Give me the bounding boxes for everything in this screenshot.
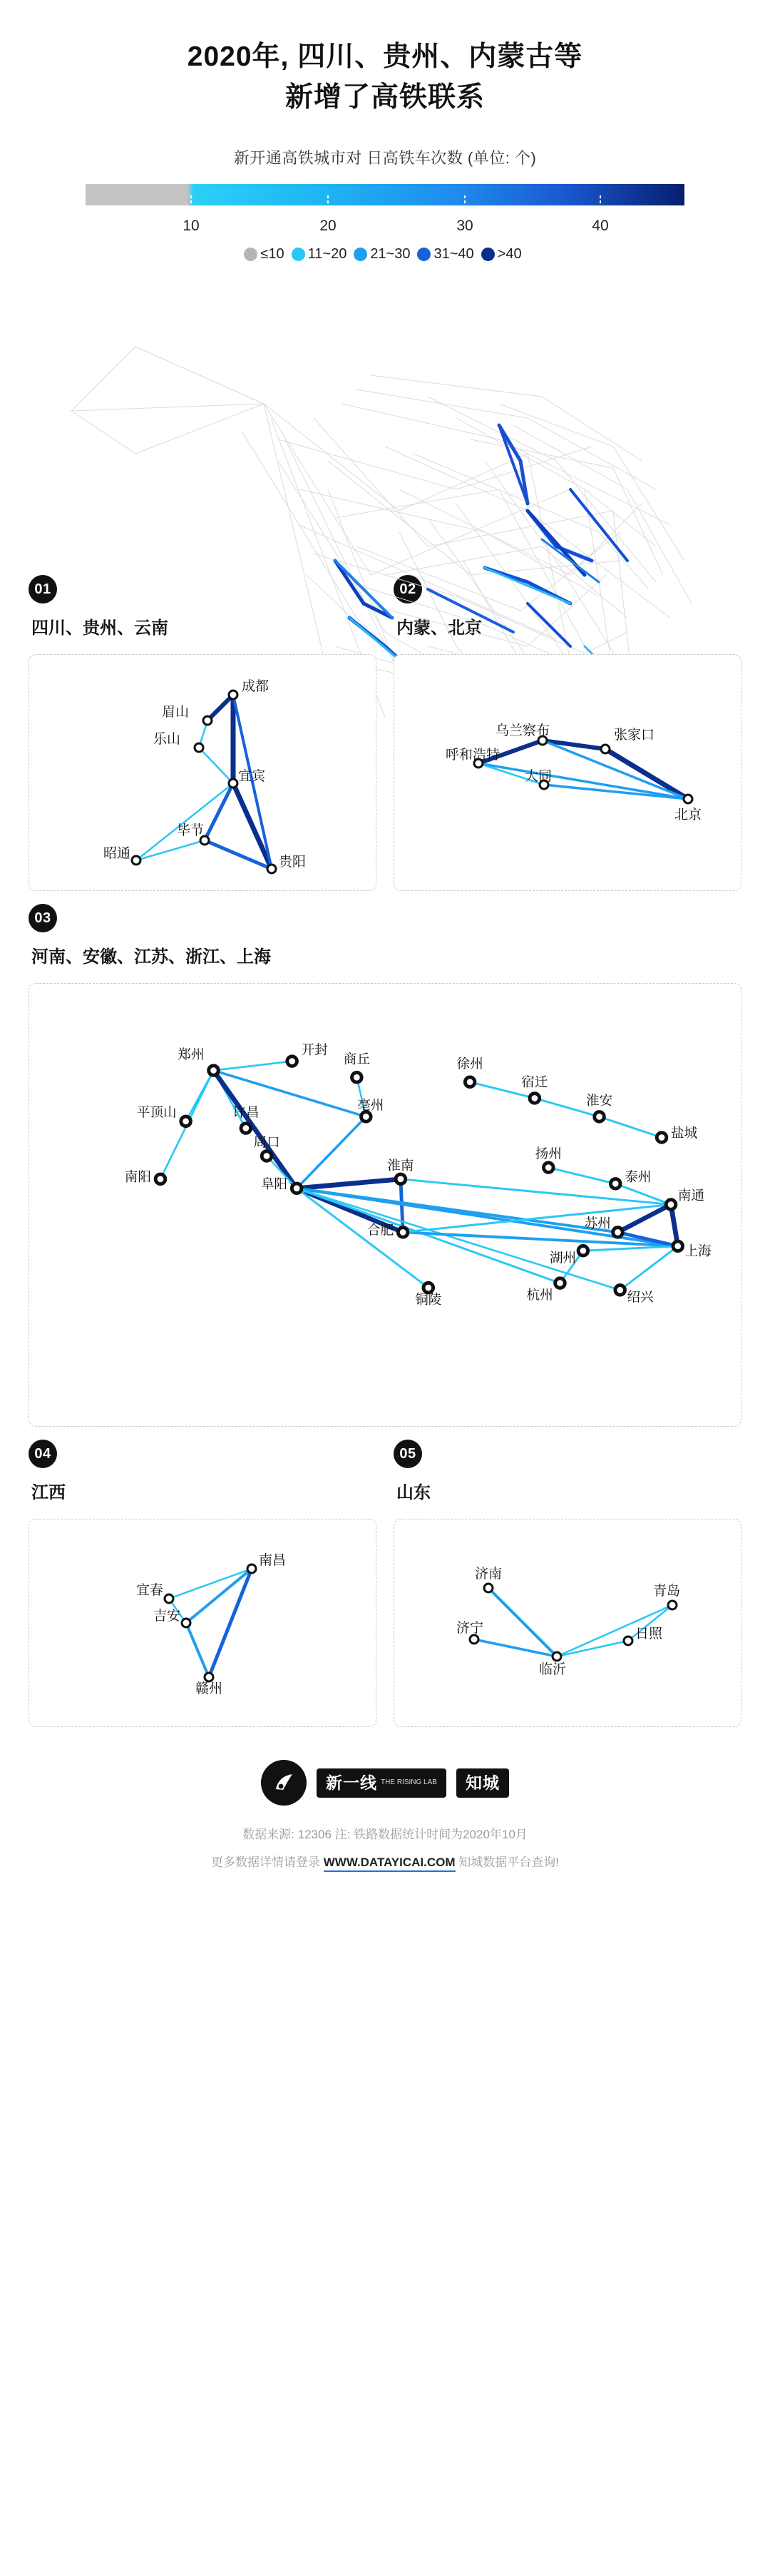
legend-tick-10 xyxy=(183,212,199,235)
footer-more xyxy=(0,1852,770,1870)
city-label-shangqiu: 商丘 xyxy=(343,1051,370,1066)
legend-dot-icon xyxy=(417,248,431,261)
panel-04-network xyxy=(29,1519,376,1726)
legend xyxy=(0,146,770,263)
footer xyxy=(0,1760,770,1891)
section-04-panel xyxy=(29,1519,376,1727)
section-04-head xyxy=(29,1440,376,1468)
city-label-bijie: 毕节 xyxy=(176,823,205,839)
zhicheng-logo-text: 知城 xyxy=(465,1773,500,1792)
city-label-huainan: 淮南 xyxy=(387,1157,414,1173)
gradient-bar xyxy=(86,184,684,208)
city-label-yibin: 宜宾 xyxy=(238,769,266,785)
zhicheng-logo xyxy=(456,1768,509,1798)
page-title xyxy=(0,0,770,118)
title-line-2: 新增了高铁联系 xyxy=(284,81,485,113)
legend-dot-icon xyxy=(244,248,257,261)
section-01-title: 四川、贵州、云南 xyxy=(31,618,168,638)
footer-more-suffix: 知城数据平台查询! xyxy=(458,1855,559,1870)
section-02-title: 内蒙、北京 xyxy=(396,618,482,638)
city-label-nanchang: 南昌 xyxy=(259,1553,287,1569)
city-label-meishan: 眉山 xyxy=(162,705,190,721)
city-label-yangzhou: 扬州 xyxy=(535,1146,562,1161)
city-label-shaoxing: 绍兴 xyxy=(627,1289,654,1305)
section-03-panel xyxy=(29,983,741,1427)
yicai-logo-icon xyxy=(261,1760,307,1806)
legend-gradient xyxy=(86,184,684,236)
city-label-leshan: 乐山 xyxy=(153,732,181,748)
legend-swatch-0 xyxy=(244,246,284,263)
legend-ticks xyxy=(86,212,684,236)
city-label-bozhou: 亳州 xyxy=(357,1097,384,1113)
legend-tick-label: 30 xyxy=(456,218,473,235)
legend-swatch-1 xyxy=(292,246,347,263)
city-label-datong: 大同 xyxy=(524,769,553,785)
city-label-beijing: 北京 xyxy=(674,808,702,823)
section-04-title: 江西 xyxy=(31,1483,66,1503)
city-label-suzhou: 苏州 xyxy=(584,1215,611,1231)
city-label-kaifeng: 开封 xyxy=(301,1042,328,1057)
city-label-ganzhou: 赣州 xyxy=(195,1681,223,1697)
city-label-zhangjiakou: 张家口 xyxy=(614,728,655,743)
legend-tick-30 xyxy=(456,212,473,235)
section-03 xyxy=(29,904,741,1427)
city-label-yancheng: 盐城 xyxy=(671,1125,698,1141)
section-badge: 02 xyxy=(394,575,422,604)
city-label-nanyang: 南阳 xyxy=(124,1169,151,1185)
footer-url-link[interactable]: WWW.DATAYICAI.COM xyxy=(324,1855,456,1872)
legend-tick-label: 10 xyxy=(183,218,200,235)
city-label-zhaotong: 昭通 xyxy=(103,846,131,862)
legend-swatch-label: 31~40 xyxy=(433,246,474,263)
xinyixian-logo xyxy=(317,1768,446,1798)
city-label-hangzhou: 杭州 xyxy=(526,1287,553,1303)
city-label-hefei: 合肥 xyxy=(366,1222,394,1238)
legend-swatch-label: ≤10 xyxy=(260,246,284,263)
city-label-rizhao: 日照 xyxy=(635,1626,663,1642)
legend-tick-label: 40 xyxy=(592,218,609,235)
legend-tick-label: 20 xyxy=(319,218,337,235)
city-label-shanghai: 上海 xyxy=(684,1243,712,1258)
legend-swatch-label: 11~20 xyxy=(307,246,347,263)
section-badge: 05 xyxy=(394,1440,422,1468)
city-label-suqian: 宿迁 xyxy=(521,1074,548,1090)
section-05-head xyxy=(394,1440,741,1468)
xinyixian-logo-text: 新一线 xyxy=(326,1773,378,1792)
city-label-nantong: 南通 xyxy=(677,1188,704,1203)
section-01-panel xyxy=(29,654,376,891)
section-03-title: 河南、安徽、江苏、浙江、上海 xyxy=(31,947,271,967)
city-label-guiyang: 贵阳 xyxy=(279,855,307,870)
section-badge: 01 xyxy=(29,575,57,604)
legend-caption: 新开通高铁城市对 日高铁车次数 (单位: 个) xyxy=(233,149,537,168)
section-05-title: 山东 xyxy=(396,1483,431,1503)
legend-swatch-4 xyxy=(481,246,522,263)
section-badge: 03 xyxy=(29,904,57,932)
city-label-jining: 济宁 xyxy=(456,1621,484,1636)
title-line-1: 2020年, 四川、贵州、内蒙古等 xyxy=(187,41,583,72)
overview-network-map xyxy=(0,275,770,575)
section-04 xyxy=(29,1440,376,1727)
footer-source: 数据来源: 12306 注: 铁路数据统计时间为2020年10月 xyxy=(242,1828,528,1842)
section-badge: 04 xyxy=(29,1440,57,1468)
legend-tick-20 xyxy=(319,212,336,235)
legend-dot-icon xyxy=(354,248,367,261)
legend-tick-40 xyxy=(592,212,608,235)
legend-dot-icon xyxy=(481,248,495,261)
city-label-fuyang: 阜阳 xyxy=(260,1176,288,1191)
city-label-jian: 吉安 xyxy=(153,1609,180,1624)
city-label-yichun: 宜春 xyxy=(135,1583,163,1599)
panel-01-network xyxy=(29,655,376,890)
section-05-panel xyxy=(394,1519,741,1727)
city-label-tongling: 铜陵 xyxy=(415,1291,442,1307)
legend-dot-icon xyxy=(292,248,305,261)
city-label-huhehaote: 呼和浩特 xyxy=(445,748,500,763)
city-label-linyi: 临沂 xyxy=(538,1662,567,1678)
city-label-zhengzhou: 郑州 xyxy=(178,1047,205,1062)
city-label-qingdao: 青岛 xyxy=(652,1584,681,1599)
legend-swatches xyxy=(0,246,770,263)
section-05 xyxy=(394,1440,741,1727)
city-label-xuchang: 许昌 xyxy=(232,1104,260,1120)
city-label-pingdingshan: 平顶山 xyxy=(136,1104,177,1120)
footer-more-prefix: 更多数据详情请登录 xyxy=(211,1855,320,1870)
footer-logos xyxy=(0,1760,770,1806)
legend-swatch-3 xyxy=(417,246,473,263)
panel-03-network xyxy=(29,984,741,1426)
city-label-xuzhou: 徐州 xyxy=(456,1056,483,1071)
city-label-zhoukou: 周口 xyxy=(253,1134,280,1150)
xinyixian-logo-sub: THE RISING LAB xyxy=(381,1778,437,1787)
panel-02-network xyxy=(394,655,741,890)
legend-swatch-2 xyxy=(354,246,410,263)
city-label-jinan: 济南 xyxy=(474,1567,503,1582)
city-label-wulanchabu: 乌兰察布 xyxy=(495,723,550,739)
legend-swatch-label: 21~30 xyxy=(370,246,411,263)
section-row-3 xyxy=(29,1440,741,1727)
panel-05-network xyxy=(394,1519,741,1726)
section-02-panel xyxy=(394,654,741,891)
city-label-taizhou: 泰州 xyxy=(625,1169,652,1185)
legend-swatch-label: >40 xyxy=(497,246,522,263)
city-label-huzhou: 湖州 xyxy=(549,1250,577,1266)
city-label-huaian: 淮安 xyxy=(585,1093,613,1109)
city-label-chengdu: 成都 xyxy=(242,679,270,695)
logo-mark-icon xyxy=(272,1771,296,1795)
section-03-head xyxy=(29,904,741,932)
